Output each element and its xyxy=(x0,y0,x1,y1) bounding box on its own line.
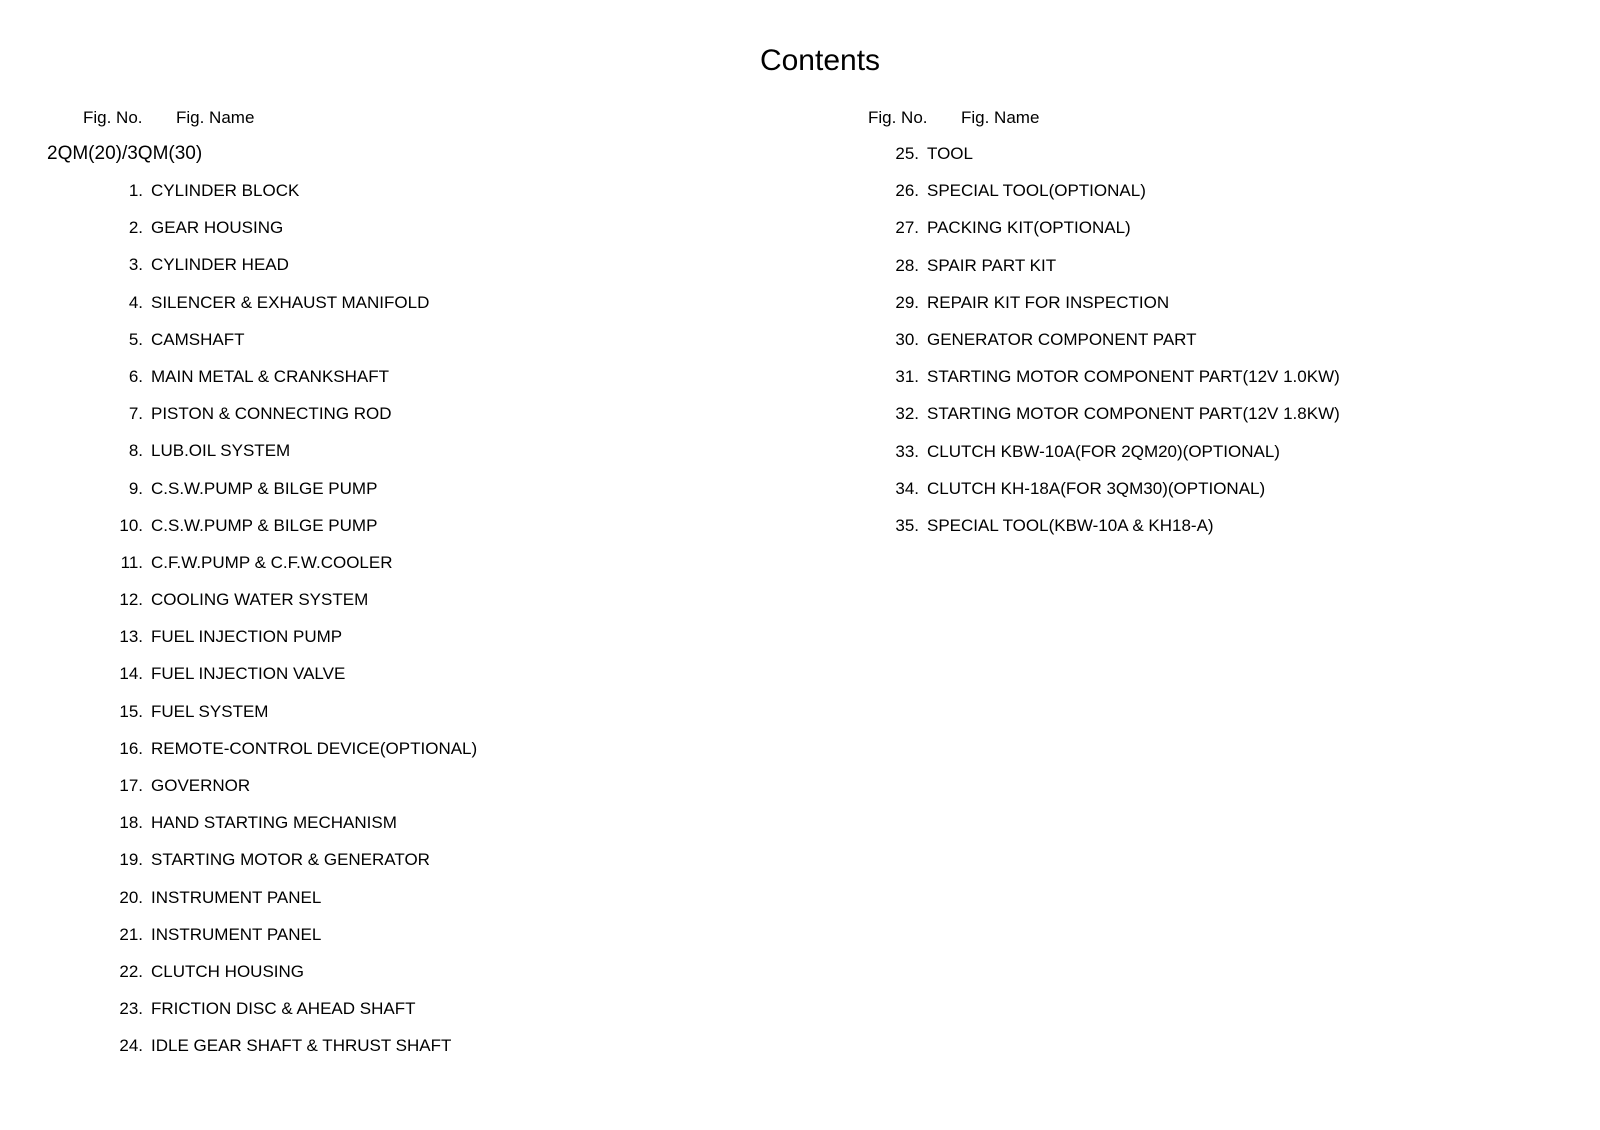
fig-name: SILENCER & EXHAUST MANIFOLD xyxy=(151,292,430,312)
toc-entry[interactable] xyxy=(100,925,477,962)
toc-entry[interactable] xyxy=(100,776,477,813)
toc-entry[interactable] xyxy=(100,553,477,590)
fig-no-header: Fig. No. xyxy=(868,108,928,127)
toc-entry[interactable] xyxy=(100,367,477,404)
toc-entry[interactable] xyxy=(100,702,477,739)
toc-entry[interactable] xyxy=(876,404,1340,441)
fig-name: CYLINDER HEAD xyxy=(151,255,289,275)
toc-entry[interactable] xyxy=(100,441,477,478)
fig-number: 21. xyxy=(119,924,143,944)
fig-number: 15. xyxy=(119,701,143,721)
fig-name: C.S.W.PUMP & BILGE PUMP xyxy=(151,515,378,535)
fig-number: 2. xyxy=(128,218,143,238)
fig-name: SPAIR PART KIT xyxy=(927,255,1057,275)
toc-entry[interactable] xyxy=(100,962,477,999)
fig-name-header: Fig. Name xyxy=(176,108,255,127)
toc-entry[interactable] xyxy=(100,330,477,367)
fig-number: 6. xyxy=(128,366,143,386)
fig-name: CLUTCH KH-18A(FOR 3QM30)(OPTIONAL) xyxy=(927,478,1266,498)
fig-name: REPAIR KIT FOR INSPECTION xyxy=(927,292,1170,312)
fig-number: 18. xyxy=(119,813,143,833)
right-column-header xyxy=(868,108,1039,128)
fig-name: CAMSHAFT xyxy=(151,329,245,349)
fig-number: 10. xyxy=(119,515,143,535)
toc-entry[interactable] xyxy=(100,813,477,850)
fig-name: FRICTION DISC & AHEAD SHAFT xyxy=(151,999,416,1019)
fig-name: GOVERNOR xyxy=(151,776,251,795)
fig-no-header: Fig. No. xyxy=(83,108,143,127)
toc-entry[interactable] xyxy=(876,218,1340,255)
fig-name: INSTRUMENT PANEL xyxy=(151,924,322,944)
left-column-header xyxy=(83,108,254,128)
fig-number: 27. xyxy=(895,218,919,238)
fig-number: 11. xyxy=(120,552,143,572)
fig-number: 34. xyxy=(895,478,919,498)
fig-name: LUB.OIL SYSTEM xyxy=(151,441,291,461)
fig-name: PISTON & CONNECTING ROD xyxy=(151,404,392,424)
fig-name-header: Fig. Name xyxy=(961,108,1040,127)
toc-entry[interactable] xyxy=(100,999,477,1036)
fig-name: GENERATOR COMPONENT PART xyxy=(927,329,1197,349)
toc-entry[interactable] xyxy=(100,664,477,701)
fig-name: MAIN METAL & CRANKSHAFT xyxy=(151,366,390,386)
fig-name: PACKING KIT(OPTIONAL) xyxy=(927,218,1131,238)
fig-number: 31. xyxy=(895,367,919,387)
fig-name: GEAR HOUSING xyxy=(151,218,284,238)
fig-name: TOOL xyxy=(927,144,973,163)
toc-entry[interactable] xyxy=(100,516,477,553)
fig-number: 25. xyxy=(895,144,919,163)
toc-entry[interactable] xyxy=(100,1036,477,1073)
toc-entry[interactable] xyxy=(876,516,1340,553)
fig-number: 24. xyxy=(119,1036,143,1056)
fig-number: 9. xyxy=(128,478,143,498)
fig-name: IDLE GEAR SHAFT & THRUST SHAFT xyxy=(151,1036,452,1056)
fig-number: 17. xyxy=(119,776,143,795)
toc-entry[interactable] xyxy=(876,293,1340,330)
fig-number: 22. xyxy=(119,961,143,981)
fig-number: 35. xyxy=(895,515,919,535)
toc-entry[interactable] xyxy=(100,739,477,776)
fig-number: 12. xyxy=(119,590,143,610)
toc-entry[interactable] xyxy=(100,293,477,330)
right-contents-list xyxy=(876,144,1340,553)
fig-number: 33. xyxy=(895,441,919,461)
page-title: Contents xyxy=(759,44,881,77)
fig-name: COOLING WATER SYSTEM xyxy=(151,590,369,610)
fig-name: CYLINDER BLOCK xyxy=(151,181,300,200)
fig-name: INSTRUMENT PANEL xyxy=(151,887,322,907)
fig-number: 5. xyxy=(128,329,143,349)
fig-name: STARTING MOTOR COMPONENT PART(12V 1.0KW) xyxy=(927,367,1340,387)
fig-name: HAND STARTING MECHANISM xyxy=(151,813,397,833)
fig-name: CLUTCH HOUSING xyxy=(151,961,305,981)
fig-name: SPECIAL TOOL(KBW-10A & KH18-A) xyxy=(927,515,1214,535)
fig-name: SPECIAL TOOL(OPTIONAL) xyxy=(927,181,1146,201)
fig-number: 28. xyxy=(895,255,919,275)
fig-number: 23. xyxy=(119,999,143,1019)
fig-number: 26. xyxy=(895,181,919,201)
toc-entry[interactable] xyxy=(100,181,477,218)
fig-name: CLUTCH KBW-10A(FOR 2QM20)(OPTIONAL) xyxy=(927,441,1280,461)
toc-entry[interactable] xyxy=(876,367,1340,404)
toc-entry[interactable] xyxy=(876,144,1340,181)
fig-number: 1. xyxy=(128,181,143,200)
fig-number: 30. xyxy=(895,329,919,349)
toc-entry[interactable] xyxy=(100,255,477,292)
left-contents-list xyxy=(100,181,477,1074)
toc-entry[interactable] xyxy=(100,590,477,627)
fig-number: 29. xyxy=(895,292,919,312)
fig-name: STARTING MOTOR & GENERATOR xyxy=(151,850,430,870)
fig-name: FUEL INJECTION VALVE xyxy=(151,664,346,684)
fig-number: 16. xyxy=(119,738,143,758)
fig-number: 8. xyxy=(128,441,143,461)
fig-name: FUEL SYSTEM xyxy=(151,701,269,721)
toc-entry[interactable] xyxy=(100,479,477,516)
model-label: 2QM(20)/3QM(30) xyxy=(47,143,203,164)
toc-entry[interactable] xyxy=(100,404,477,441)
fig-number: 14. xyxy=(119,664,143,684)
toc-entry[interactable] xyxy=(100,218,477,255)
fig-number: 32. xyxy=(895,404,919,424)
toc-entry[interactable] xyxy=(876,479,1340,516)
toc-entry[interactable] xyxy=(876,330,1340,367)
fig-name: C.S.W.PUMP & BILGE PUMP xyxy=(151,478,378,498)
toc-entry[interactable] xyxy=(876,442,1340,479)
fig-number: 4. xyxy=(128,292,143,312)
toc-entry[interactable] xyxy=(100,627,477,664)
toc-entry[interactable] xyxy=(100,850,477,887)
toc-entry[interactable] xyxy=(876,181,1340,218)
fig-number: 20. xyxy=(119,887,143,907)
fig-name: FUEL INJECTION PUMP xyxy=(151,627,343,647)
fig-name: STARTING MOTOR COMPONENT PART(12V 1.8KW) xyxy=(927,404,1340,424)
fig-number: 13. xyxy=(119,627,143,647)
toc-entry[interactable] xyxy=(876,256,1340,293)
fig-number: 19. xyxy=(119,850,143,870)
toc-entry[interactable] xyxy=(100,888,477,925)
fig-number: 7. xyxy=(128,404,143,424)
fig-name: REMOTE-CONTROL DEVICE(OPTIONAL) xyxy=(151,738,478,758)
fig-name: C.F.W.PUMP & C.F.W.COOLER xyxy=(151,552,393,572)
fig-number: 3. xyxy=(128,255,143,275)
